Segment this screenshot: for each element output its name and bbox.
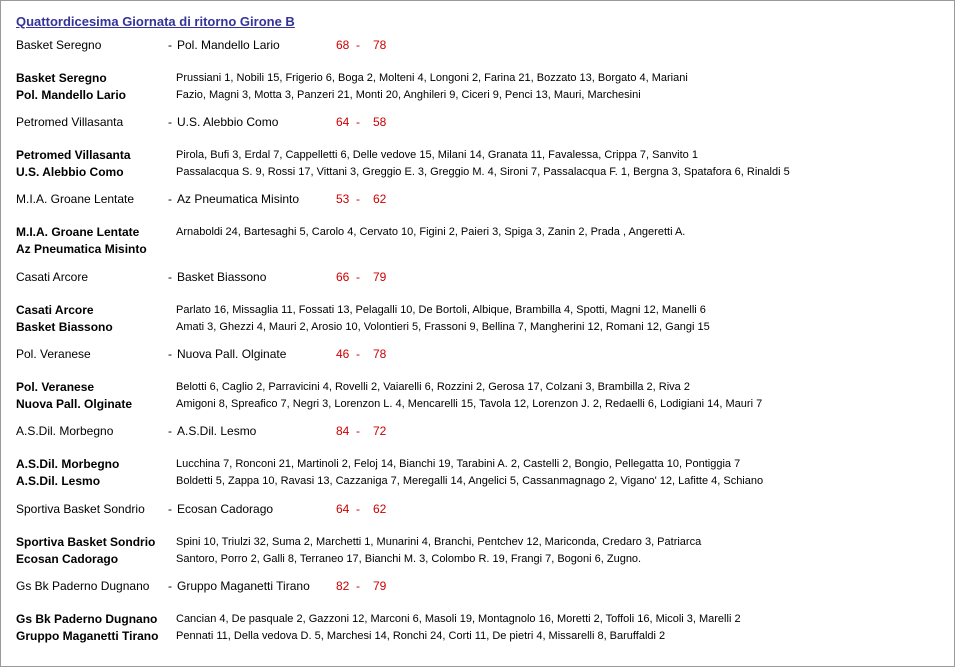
score-separator: - xyxy=(356,115,360,129)
away-players-row xyxy=(0,628,955,645)
home-team-name: Casati Arcore xyxy=(16,303,94,317)
away-players-row xyxy=(0,396,955,413)
team-separator: - xyxy=(168,424,172,438)
result-row xyxy=(0,113,955,131)
home-players: Spini 10, Triulzi 32, Suma 2, Marchetti 1, Munarini 4, Branchi, Pentchev 12, Mariconda, Credaro 3, Patriarca xyxy=(176,536,702,548)
home-team-name: Sportiva Basket Sondrio xyxy=(16,535,156,549)
away-players: Pennati 11, Della vedova D. 5, Marchesi 14, Ronchi 24, Corti 11, De pietri 4, Missarelli 8, Baruffaldi 2 xyxy=(176,630,666,642)
home-score: 64 xyxy=(336,115,350,129)
result-row xyxy=(0,577,955,595)
game-block xyxy=(0,268,955,336)
home-players: Belotti 6, Caglio 2, Parravicini 4, Rovelli 2, Vaiarelli 6, Rozzini 2, Gerosa 17, Colzani 3, Brambilla 2, Riva 2 xyxy=(176,381,690,393)
home-score: 46 xyxy=(336,347,350,361)
score-separator: - xyxy=(356,502,360,516)
home-team-name: A.S.Dil. Morbegno xyxy=(16,457,120,471)
home-score: 82 xyxy=(336,579,350,593)
team-separator: - xyxy=(168,192,172,206)
away-players: Amigoni 8, Spreafico 7, Negri 3, Lorenzon L. 4, Mencarelli 15, Tavola 12, Lorenzon J. 2, Redaelli 6, Lodigiani 14, Mauri 7 xyxy=(176,398,763,410)
away-team-name: Ecosan Cadorago xyxy=(16,552,119,566)
away-players: Fazio, Magni 3, Motta 3, Panzeri 21, Monti 20, Anghileri 9, Ciceri 9, Penci 13, Mauri, Marchesini xyxy=(176,89,641,101)
home-team-name: Basket Seregno xyxy=(16,71,107,85)
game-block xyxy=(0,113,955,181)
away-players-row xyxy=(0,473,955,490)
home-team-name: Gs Bk Paderno Dugnano xyxy=(16,612,158,626)
team-separator: - xyxy=(168,115,172,129)
home-team-name: M.I.A. Groane Lentate xyxy=(16,225,140,239)
game-block xyxy=(0,577,955,645)
score-separator: - xyxy=(356,270,360,284)
home-players-row xyxy=(0,224,955,241)
away-score: 58 xyxy=(373,115,387,129)
home-team: Basket Seregno xyxy=(16,38,102,52)
team-separator: - xyxy=(168,502,172,516)
away-players-row xyxy=(0,87,955,104)
result-row xyxy=(0,345,955,363)
home-players-row xyxy=(0,456,955,473)
score-separator: - xyxy=(356,38,360,52)
home-players-row xyxy=(0,534,955,551)
away-team: U.S. Alebbio Como xyxy=(177,115,279,129)
home-team: Petromed Villasanta xyxy=(16,115,124,129)
game-block xyxy=(0,345,955,413)
team-separator: - xyxy=(168,347,172,361)
score-separator: - xyxy=(356,424,360,438)
home-score: 84 xyxy=(336,424,350,438)
game-block xyxy=(0,500,955,568)
home-players-row xyxy=(0,70,955,87)
away-players: Santoro, Porro 2, Galli 8, Terraneo 17, Bianchi M. 3, Colombo R. 19, Frangi 7, Bogoni 6, Zugno. xyxy=(176,553,642,565)
game-block xyxy=(0,190,955,258)
home-players-row xyxy=(0,147,955,164)
away-players: Passalacqua S. 9, Rossi 17, Vittani 3, Greggio E. 3, Greggio M. 4, Sironi 7, Passalacqua F. 1, Bergna 3, Spatafora 6, Rinaldi 5 xyxy=(176,166,790,178)
away-score: 62 xyxy=(373,502,387,516)
home-players: Arnaboldi 24, Bartesaghi 5, Carolo 4, Cervato 10, Figini 2, Paieri 3, Spiga 3, Zanin 2, Prada , Angeretti A. xyxy=(176,226,686,238)
home-team: A.S.Dil. Morbegno xyxy=(16,424,114,438)
home-score: 53 xyxy=(336,192,350,206)
away-team: Az Pneumatica Misinto xyxy=(177,192,300,206)
away-team: Pol. Mandello Lario xyxy=(177,38,280,52)
away-score: 79 xyxy=(373,270,387,284)
score-separator: - xyxy=(356,347,360,361)
home-players: Cancian 4, De pasquale 2, Gazzoni 12, Marconi 6, Masoli 19, Montagnolo 16, Moretti 2, Toffoli 16, Micoli 3, Marelli 2 xyxy=(176,613,741,625)
away-players-row xyxy=(0,551,955,568)
away-team: Ecosan Cadorago xyxy=(177,502,274,516)
away-players: Amati 3, Ghezzi 4, Mauri 2, Arosio 10, Volontieri 5, Frassoni 9, Bellina 7, Mangherini 12, Romani 12, Gangi 15 xyxy=(176,321,710,333)
away-team: A.S.Dil. Lesmo xyxy=(177,424,257,438)
game-block xyxy=(0,36,955,104)
home-players-row xyxy=(0,379,955,396)
away-players-row xyxy=(0,319,955,336)
team-separator: - xyxy=(168,270,172,284)
away-team-name: Nuova Pall. Olginate xyxy=(16,397,133,411)
away-score: 78 xyxy=(373,38,387,52)
home-score: 68 xyxy=(336,38,350,52)
score-separator: - xyxy=(356,579,360,593)
away-players-row xyxy=(0,241,955,258)
home-score: 66 xyxy=(336,270,350,284)
home-players-row xyxy=(0,302,955,319)
away-team-name: Gruppo Maganetti Tirano xyxy=(16,629,159,643)
home-team-name: Pol. Veranese xyxy=(16,380,95,394)
result-row xyxy=(0,500,955,518)
away-team-name: Az Pneumatica Misinto xyxy=(16,242,147,256)
home-players: Parlato 16, Missaglia 11, Fossati 13, Pelagalli 10, De Bortoli, Albique, Brambilla 4, Spotti, Magni 12, Manelli 6 xyxy=(176,304,706,316)
away-team-name: A.S.Dil. Lesmo xyxy=(16,474,101,488)
away-team-name: Basket Biassono xyxy=(16,320,113,334)
away-team-name: Pol. Mandello Lario xyxy=(16,88,127,102)
result-row xyxy=(0,422,955,440)
away-team: Nuova Pall. Olginate xyxy=(177,347,287,361)
team-separator: - xyxy=(168,579,172,593)
away-score: 62 xyxy=(373,192,387,206)
result-row xyxy=(0,268,955,286)
home-players: Prussiani 1, Nobili 15, Frigerio 6, Boga 2, Molteni 4, Longoni 2, Farina 21, Bozzato 13, Borgato 4, Mariani xyxy=(176,72,688,84)
home-players-row xyxy=(0,611,955,628)
home-team: Casati Arcore xyxy=(16,270,89,284)
away-score: 78 xyxy=(373,347,387,361)
away-players: Boldetti 5, Zappa 10, Ravasi 13, Cazzaniga 7, Meregalli 14, Angelici 5, Cassanmagnago 2, Vigano' 12, Lafitte 4, Schiano xyxy=(176,475,764,487)
page-title[interactable]: Quattordicesima Giornata di ritorno Girone B xyxy=(16,14,295,29)
game-block xyxy=(0,422,955,490)
away-team-name: U.S. Alebbio Como xyxy=(16,165,124,179)
home-team: M.I.A. Groane Lentate xyxy=(16,192,135,206)
away-players-row xyxy=(0,164,955,181)
home-team-name: Petromed Villasanta xyxy=(16,148,131,162)
home-team: Pol. Veranese xyxy=(16,347,91,361)
away-score: 72 xyxy=(373,424,387,438)
away-team: Basket Biassono xyxy=(177,270,267,284)
home-players: Pirola, Bufi 3, Erdal 7, Cappelletti 6, Delle vedove 15, Milani 14, Granata 11, Favalessa, Crippa 7, Sanvito 1 xyxy=(176,149,698,161)
home-team: Sportiva Basket Sondrio xyxy=(16,502,145,516)
score-separator: - xyxy=(356,192,360,206)
home-team: Gs Bk Paderno Dugnano xyxy=(16,579,150,593)
result-row xyxy=(0,36,955,54)
away-score: 79 xyxy=(373,579,387,593)
away-team: Gruppo Maganetti Tirano xyxy=(177,579,310,593)
result-row xyxy=(0,190,955,208)
team-separator: - xyxy=(168,38,172,52)
home-score: 64 xyxy=(336,502,350,516)
home-players: Lucchina 7, Ronconi 21, Martinoli 2, Feloj 14, Bianchi 19, Tarabini A. 2, Castelli 2, Bongio, Pellegatta 10, Pontiggia 7 xyxy=(176,458,741,470)
